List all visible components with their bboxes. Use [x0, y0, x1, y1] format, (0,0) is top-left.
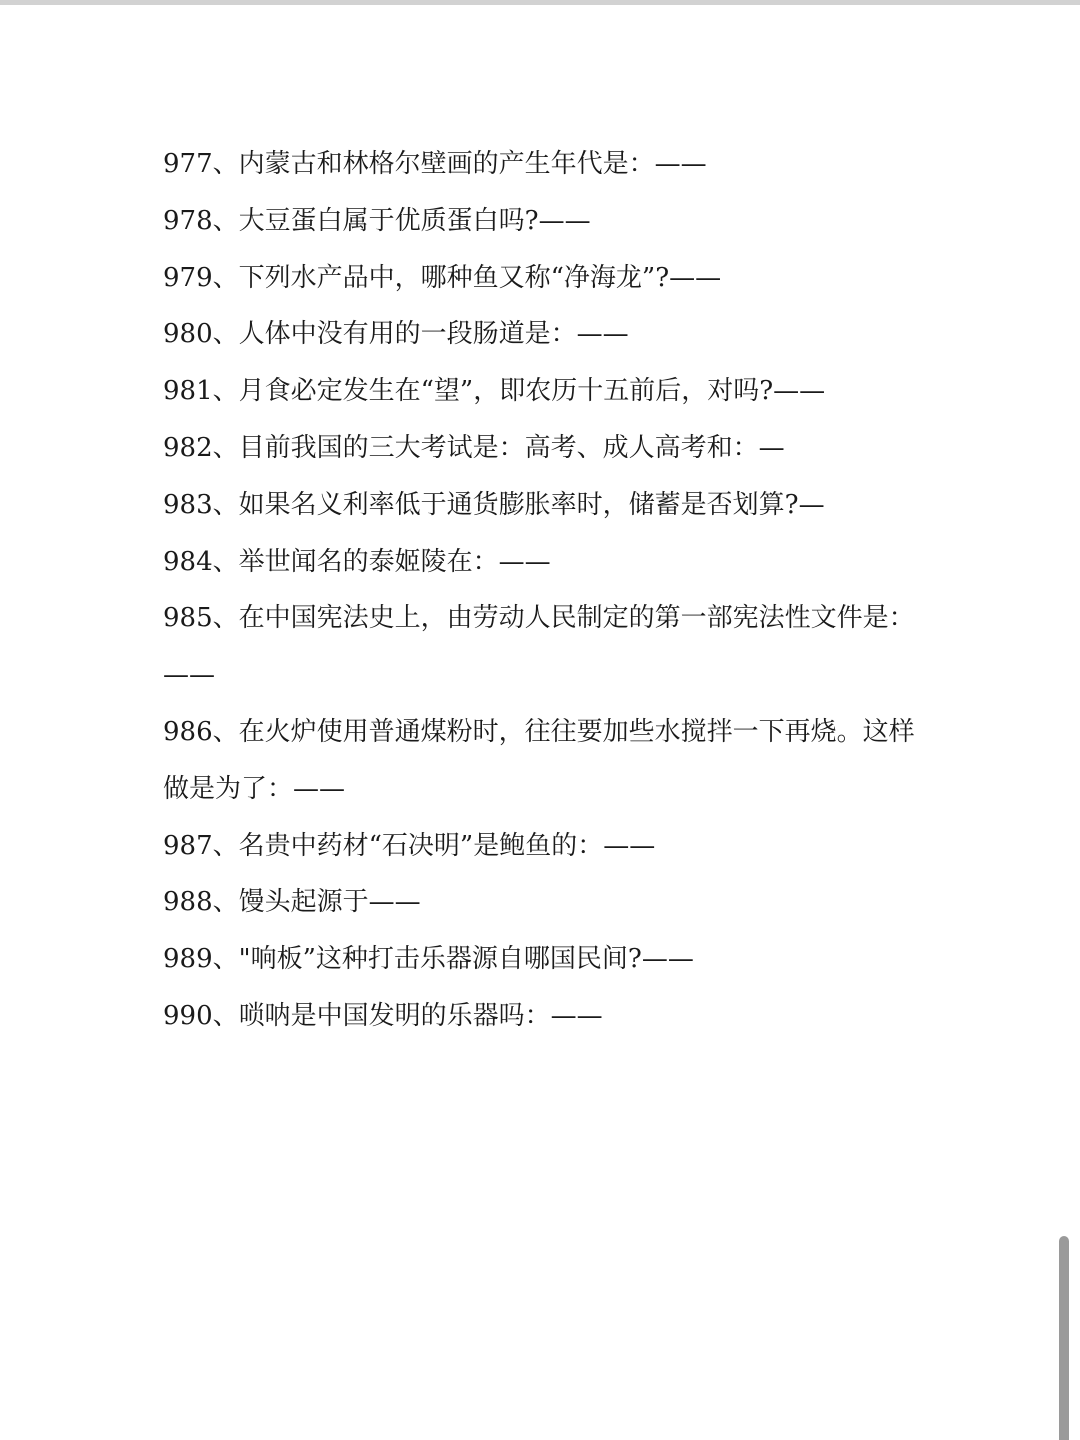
question-983: 983、如果名义利率低于通货膨胀率时，储蓄是否划算?—: [163, 489, 825, 520]
question-981: 981、月食必定发生在“望”，即农历十五前后，对吗?——: [163, 376, 826, 407]
question-list: [163, 136, 933, 1045]
question-977: 977、内蒙古和林格尔壁画的产生年代是：——: [163, 149, 707, 179]
question-985: 985、在中国宪法史上，由劳动人民制定的第一部宪法性文件是：——: [163, 603, 915, 691]
question-987: 987、名贵中药材“石决明”是鲍鱼的：——: [163, 830, 656, 861]
question-980: 980、人体中没有用的一段肠道是：——: [163, 319, 629, 350]
question-990: 990、唢呐是中国发明的乐器吗：——: [163, 1000, 603, 1031]
question-978: 978、大豆蛋白属于优质蛋白吗?——: [163, 205, 591, 236]
question-988: 988、馒头起源于——: [163, 887, 421, 918]
question-986: 986、在火炉使用普通煤粉时，往往要加些水搅拌一下再烧。这样做是为了：——: [163, 716, 915, 804]
question-984: 984、举世闻名的泰姬陵在：——: [163, 546, 551, 577]
question-979: 979、下列水产品中，哪种鱼又称“净海龙”?——: [163, 262, 722, 293]
vertical-scrollbar[interactable]: [1059, 1236, 1069, 1440]
top-divider: [0, 0, 1080, 5]
question-982: 982、目前我国的三大考试是：高考、成人高考和：—: [163, 432, 785, 463]
question-989: 989、"响板”这种打击乐器源自哪国民间?——: [163, 944, 694, 975]
